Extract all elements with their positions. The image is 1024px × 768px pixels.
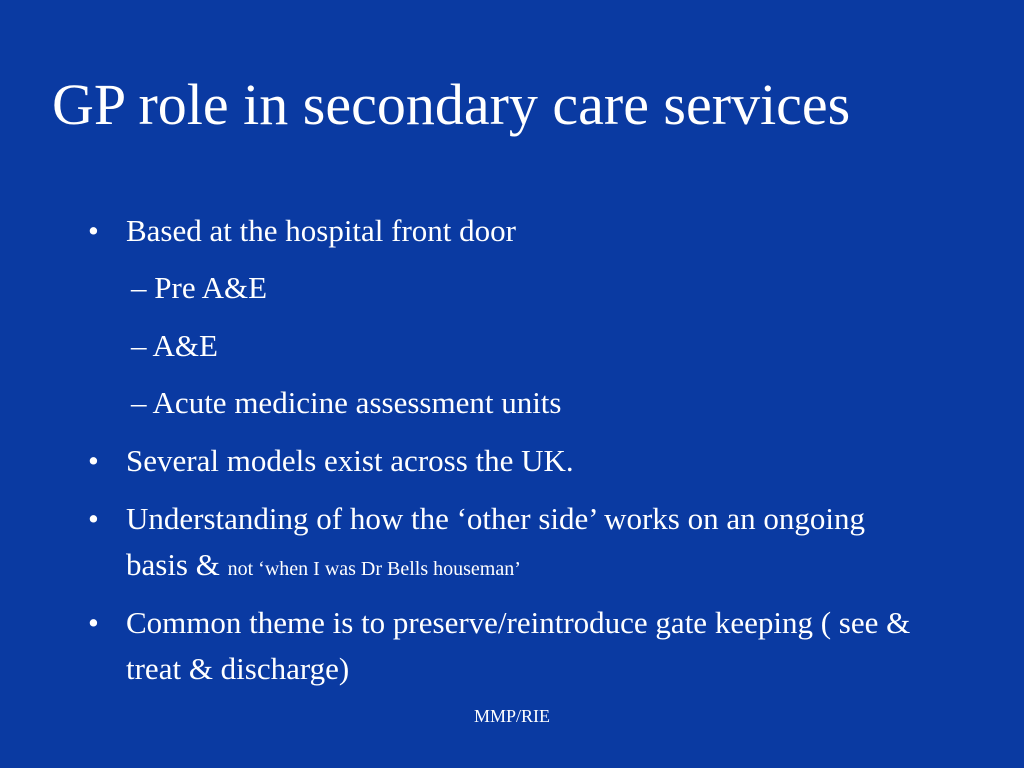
bullet-item-understanding [88,496,926,592]
bullet-text: Common theme is to preserve/reintroduce gate keeping ( see & treat & discharge) [126,605,911,686]
slide-title: GP role in secondary care services [52,72,851,137]
dash-marker: – [131,385,147,420]
bullet-marker: • [88,605,99,640]
bullet-marker: • [88,213,99,248]
bullet-marker: • [88,443,99,478]
bullet-text-wrap [126,496,926,592]
sub-bullet-item-ae [131,323,218,369]
bullet-text: Several models exist across the UK. [126,443,574,478]
sub-bullet-item-acute-medicine [131,380,561,426]
sub-bullet-text: Pre A&E [154,270,268,305]
sub-bullet-text: A&E [152,328,218,363]
bullet-item-several-models [88,438,926,484]
sub-bullet-item-pre-ae [131,265,267,311]
sub-bullet-text: Acute medicine assessment units [152,385,562,420]
bullet-item-hospital-front-door [88,208,926,254]
dash-marker: – [131,270,147,305]
dash-marker: – [131,328,147,363]
bullet-small-text: not ‘when I was Dr Bells houseman’ [227,558,521,580]
bullet-item-common-theme [88,600,926,692]
bullet-text: Based at the hospital front door [126,213,516,248]
bullet-marker: • [88,501,99,536]
slide-footer: MMP/RIE [473,706,551,726]
bullet-text: Understanding of how the ‘other side’ works on an ongoing basis & [126,501,865,582]
